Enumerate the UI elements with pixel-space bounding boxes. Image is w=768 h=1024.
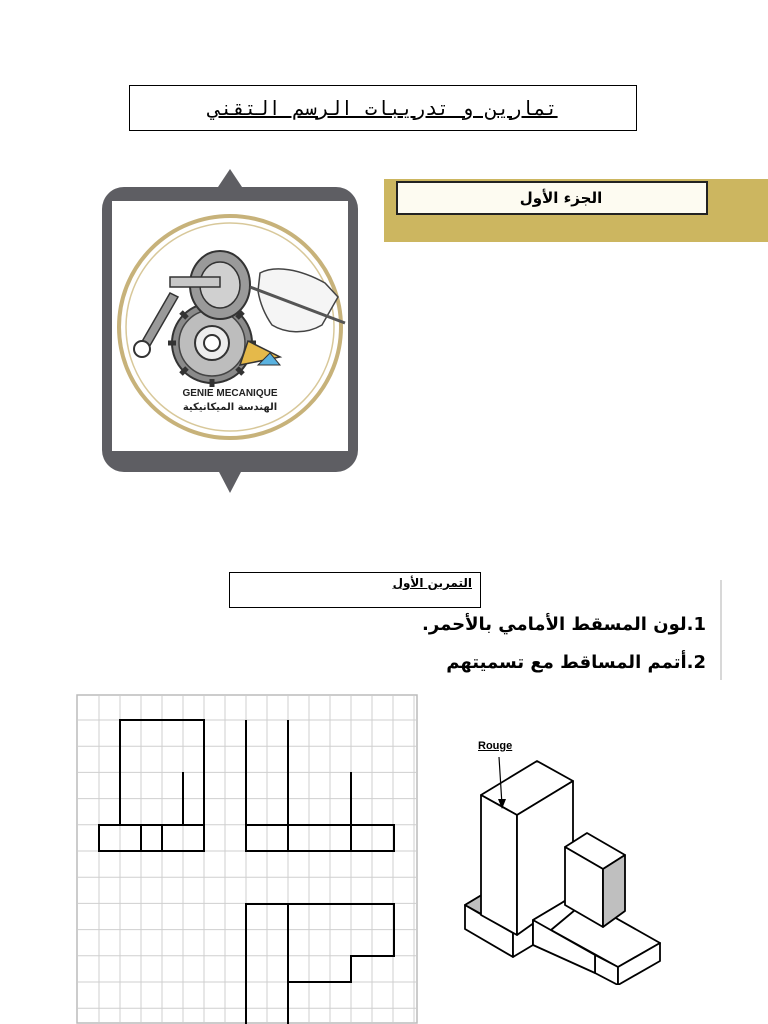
logo-text-latin: GENIE MECANIQUE: [182, 388, 278, 399]
title-box: [129, 85, 637, 131]
margin-rule: [720, 580, 722, 680]
part-label: الجزء الأول: [519, 189, 603, 207]
logo-text-arabic: الهندسة الميكانيكية: [182, 402, 278, 413]
projection-grid: [76, 694, 420, 1024]
instruction-2: 2.أتمم المساقط مع تسميتهم: [446, 652, 706, 673]
part-box: [396, 181, 708, 215]
rouge-label: Rouge: [478, 740, 513, 752]
exercise-title-box: [229, 572, 481, 608]
logo-image: [100, 165, 360, 495]
logo-frame: [100, 165, 360, 495]
page-title: تمارين و تدريبات الرسم التقني: [208, 96, 558, 120]
exercise-title: التمرين الأول: [392, 576, 472, 590]
instruction-1: 1.لون المسقط الأمامي بالأحمر.: [422, 614, 706, 635]
isometric-figure: [455, 735, 670, 985]
